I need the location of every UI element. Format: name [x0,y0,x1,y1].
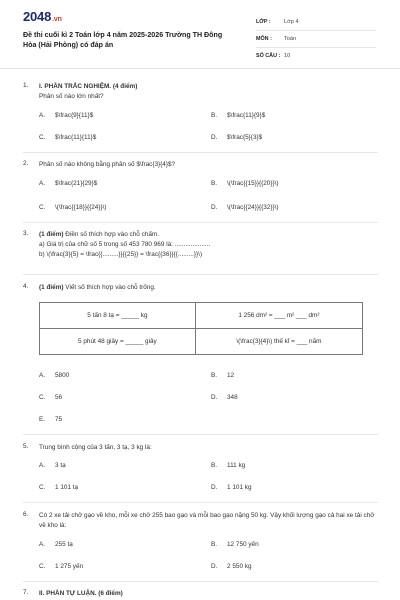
option-c[interactable] [39,563,83,570]
page-header [0,0,400,69]
option-letter: D. [211,394,218,401]
page-title: Đề thi cuối kì 2 Toán lớp 4 năm 2025-2026 Trường TH Đông Hòa (Hải Phòng) có đáp án [23,31,223,49]
question-points: (1 điểm) [39,231,64,238]
divider [23,274,378,275]
exam-meta [256,14,376,64]
option-d[interactable] [211,563,252,570]
option-text: \(\frac{{18}}{{24}}\) [55,204,107,211]
option-letter: C. [39,484,46,491]
question-text: Phân số nào lớn nhất? [39,93,104,100]
divider [23,434,378,435]
option-d[interactable] [211,134,262,141]
table-cell: 5 tấn 8 tạ = _____ kg [40,303,196,329]
option-d[interactable] [211,204,279,211]
option-letter: D. [211,563,218,570]
question-6 [23,511,378,531]
option-a[interactable] [39,462,66,469]
option-text: 1 101 kg [227,484,252,491]
meta-value: Lớp 4 [284,19,299,25]
question-number: 1. [23,82,29,89]
logo-suffix: .vn [52,16,62,23]
option-d[interactable] [211,484,252,491]
divider [23,502,378,503]
question-part-b: b) \(\frac{3}{5} = \frac{{.........}}{{25}} = \frac{{36}}{{.........}}\) [39,251,203,258]
option-letter: A. [39,180,46,187]
option-text: 1 101 tạ [55,484,79,491]
option-text: 56 [55,394,63,401]
question-number: 4. [23,283,29,290]
logo-text: 2048 [23,9,52,24]
option-text: $\frac{11}{11}$ [55,134,97,141]
question-text: Viết số thích hợp vào chỗ trống. [63,284,156,291]
question-text: Có 2 xe tải chở gạo về kho, mỗi xe chở 255 bao gạo và mỗi bao gạo nặng 50 kg. Vậy khối lượng gạo cả hai xe tải chở về kho là: [39,512,375,529]
option-c[interactable] [39,204,107,211]
meta-key: LỚP : [256,19,271,25]
option-c[interactable] [39,134,96,141]
divider [23,222,378,223]
option-letter: B. [211,462,218,469]
meta-value: 10 [284,53,291,59]
option-letter: D. [211,204,218,211]
question-4 [23,283,378,293]
option-text: \(\frac{{15}}{{20}}\) [227,180,279,187]
divider [23,152,378,153]
option-text: 348 [227,394,238,401]
option-letter: A. [39,112,46,119]
fill-in-table [39,302,363,355]
option-letter: B. [211,112,218,119]
option-a[interactable] [39,372,69,379]
section-title: I. PHẦN TRẮC NGHIỆM. (4 điểm) [39,83,138,90]
option-e[interactable] [39,416,62,423]
site-logo[interactable] [23,9,62,24]
option-letter: D. [211,484,218,491]
question-number: 3. [23,230,29,237]
option-b[interactable] [211,112,265,119]
table-cell: \(\frac{3}{4}\) thế kỉ = ___ năm [195,329,362,355]
option-b[interactable] [211,541,259,548]
option-letter: A. [39,462,46,469]
option-letter: C. [39,563,46,570]
option-letter: B. [211,180,218,187]
option-text: 12 750 yến [227,541,259,548]
option-text: $\frac{21}{29}$ [55,180,98,187]
question-number: 5. [23,443,29,450]
question-number: 7. [23,589,29,596]
option-text: 2 550 kg [227,563,252,570]
option-b[interactable] [211,180,279,187]
option-text: \(\frac{{24}}{{32}}\) [227,204,279,211]
meta-key: SỐ CÂU : [256,53,281,59]
meta-row-count [256,48,376,64]
meta-value: Toán [284,36,297,42]
question-part-a: a) Giá trị của chữ số 5 trong số 453 780 969 là: .................... [39,241,211,248]
question-text: Điền số thích hợp vào chỗ chấm. [63,231,160,238]
meta-row-class [256,14,376,31]
question-text: Trung bình cộng của 3 tấn, 3 tạ, 3 kg là: [39,444,152,451]
question-7 [23,589,378,599]
option-b[interactable] [211,462,245,469]
meta-row-subject [256,31,376,48]
option-d[interactable] [211,394,238,401]
divider [23,581,378,582]
question-2 [23,160,378,170]
option-text: 75 [55,416,63,423]
option-a[interactable] [39,541,73,548]
option-a[interactable] [39,112,93,119]
option-c[interactable] [39,484,78,491]
option-text: 12 [227,372,235,379]
option-letter: A. [39,541,46,548]
option-text: 3 tạ [55,462,66,469]
option-letter: C. [39,134,46,141]
option-text: 1 275 yến [55,563,84,570]
option-c[interactable] [39,394,62,401]
question-number: 6. [23,511,29,518]
option-letter: D. [211,134,218,141]
option-text: 111 kg [227,462,246,469]
option-a[interactable] [39,180,97,187]
option-letter: E. [39,416,46,423]
question-points: (1 điểm) [39,284,64,291]
question-5 [23,443,378,453]
option-letter: B. [211,541,218,548]
option-text: $\frac{11}{9}$ [227,112,266,119]
question-3 [23,230,378,260]
option-text: 5800 [55,372,70,379]
question-1 [23,82,378,102]
table-cell: 1 256 dm² = ___ m² ___ dm² [195,303,362,329]
option-letter: A. [39,372,46,379]
option-b[interactable] [211,372,234,379]
option-letter: B. [211,372,218,379]
option-letter: C. [39,204,46,211]
option-text: $\frac{9}{11}$ [55,112,94,119]
option-letter: C. [39,394,46,401]
table-row [40,303,363,329]
option-text: $\frac{5}{3}$ [227,134,263,141]
meta-key: MÔN : [256,36,272,42]
question-number: 2. [23,160,29,167]
option-text: 255 tạ [55,541,73,548]
table-row [40,329,363,355]
section-title: II. PHẦN TỰ LUẬN. (6 điểm) [39,590,123,597]
question-text: Phân số nào không bằng phân số $\frac{3}{4}$? [39,161,176,168]
table-cell: 5 phút 48 giây = _____ giây [40,329,196,355]
